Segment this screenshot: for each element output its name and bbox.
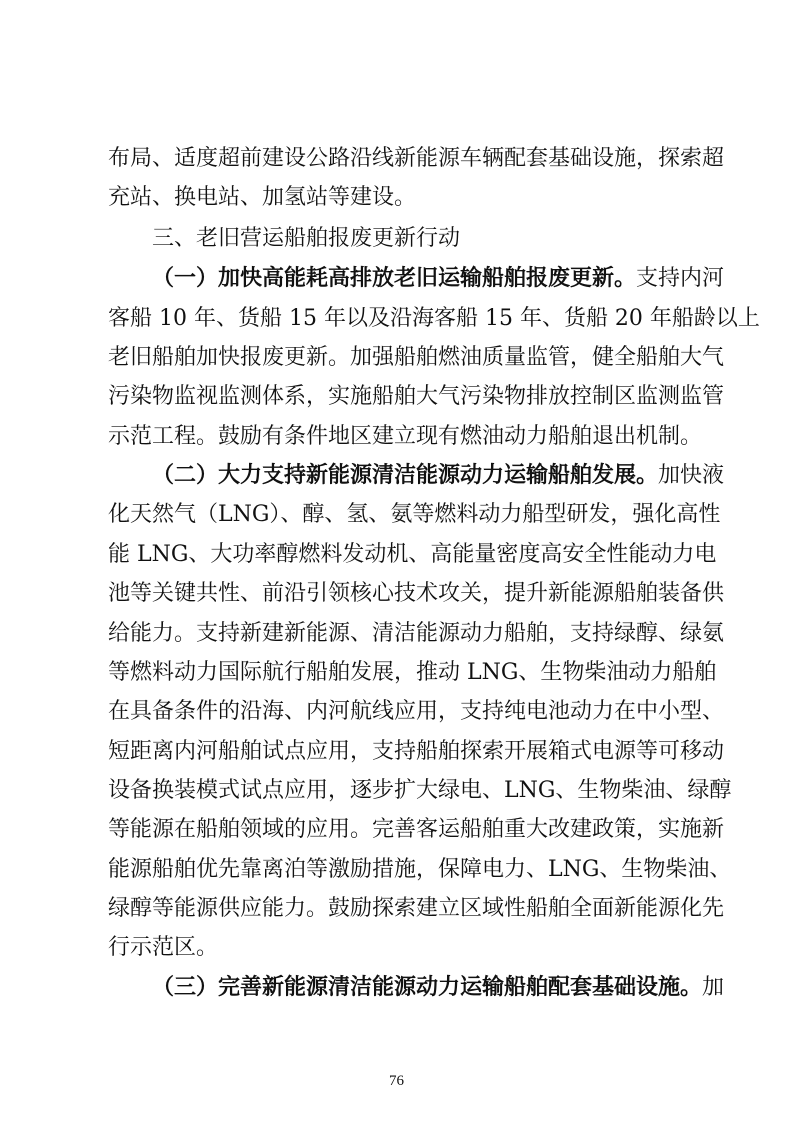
subsection-lead: （一）加快高能耗高排放老旧运输船舶报废更新。 — [152, 266, 637, 291]
body-line — [152, 459, 725, 493]
text-span: 加快液 — [658, 463, 725, 488]
body-line — [108, 892, 725, 926]
text-span: 污染物监视监测体系，实施船舶大气污染物排放控制区监测监管 — [108, 384, 725, 409]
body-line — [108, 774, 732, 808]
body-line — [108, 498, 721, 532]
body-line — [152, 262, 725, 296]
text-span: 等燃料动力国际航行船舶发展，推动 LNG、生物柴油动力船舶 — [108, 660, 717, 685]
body-line — [108, 735, 725, 769]
page-number: 76 — [389, 1073, 404, 1089]
body-line — [108, 380, 725, 414]
heading-text: 三、老旧营运船舶报废更新行动 — [152, 226, 461, 251]
subsection-lead: （三）完善新能源清洁能源动力运输船舶配套基础设施。 — [152, 975, 703, 1000]
text-span: 示范工程。鼓励有条件地区建立现有燃油动力船舶退出机制。 — [108, 424, 703, 449]
text-span: 行示范区。 — [108, 935, 219, 960]
text-span: 绿醇等能源供应能力。鼓励探索建立区域性船舶全面新能源化先 — [108, 896, 725, 921]
body-line — [108, 341, 725, 375]
subsection-lead: （二）大力支持新能源清洁能源动力运输船舶发展。 — [152, 463, 659, 488]
body-line — [108, 302, 760, 336]
body-line — [152, 971, 725, 1005]
body-line — [108, 656, 717, 690]
text-span: 在具备条件的沿海、内河航线应用，支持纯电池动力在中小型、 — [108, 699, 725, 724]
text-span: 老旧船舶加快报废更新。加强船舶燃油质量监管，健全船舶大气 — [108, 345, 725, 370]
text-span: 给能力。支持新建新能源、清洁能源动力船舶，支持绿醇、绿氨 — [108, 621, 725, 646]
text-span: 设备换装模式试点应用，逐步扩大绿电、LNG、生物柴油、绿醇 — [108, 778, 732, 803]
text-span: 池等关键共性、前沿引领核心技术攻关，提升新能源船舶装备供 — [108, 581, 725, 606]
body-line — [108, 538, 717, 572]
text-span: 支持内河 — [636, 266, 725, 291]
body-line — [108, 181, 688, 215]
text-span: 等能源在船舶领域的应用。完善客运船舶重大改建政策，实施新 — [108, 817, 725, 842]
text-span: 能 LNG、大功率醇燃料发动机、高能量密度高安全性能动力电 — [108, 542, 717, 567]
body-line — [108, 420, 703, 454]
section-heading — [152, 222, 688, 256]
body-line — [108, 853, 732, 887]
text-span: 布局、适度超前建设公路沿线新能源车辆配套基础设施，探索超 — [108, 146, 725, 171]
body-line — [108, 577, 725, 611]
body-line — [108, 617, 725, 651]
body-line — [108, 813, 725, 847]
text-span: 能源船舶优先靠离泊等激励措施，保障电力、LNG、生物柴油、 — [108, 857, 732, 882]
body-line — [108, 931, 688, 965]
text-span: 短距离内河船舶试点应用，支持船舶探索开展箱式电源等可移动 — [108, 739, 725, 764]
body-line — [108, 695, 725, 729]
text-span: 客船 10 年、货船 15 年以及沿海客船 15 年、货船 20 年船龄以上 — [108, 306, 760, 331]
text-span: 充站、换电站、加氢站等建设。 — [108, 185, 417, 210]
text-span: 化天然气（LNG）、醇、氢、氨等燃料动力船型研发，强化高性 — [108, 502, 721, 527]
text-span: 加 — [702, 975, 725, 1000]
body-line — [108, 142, 725, 176]
